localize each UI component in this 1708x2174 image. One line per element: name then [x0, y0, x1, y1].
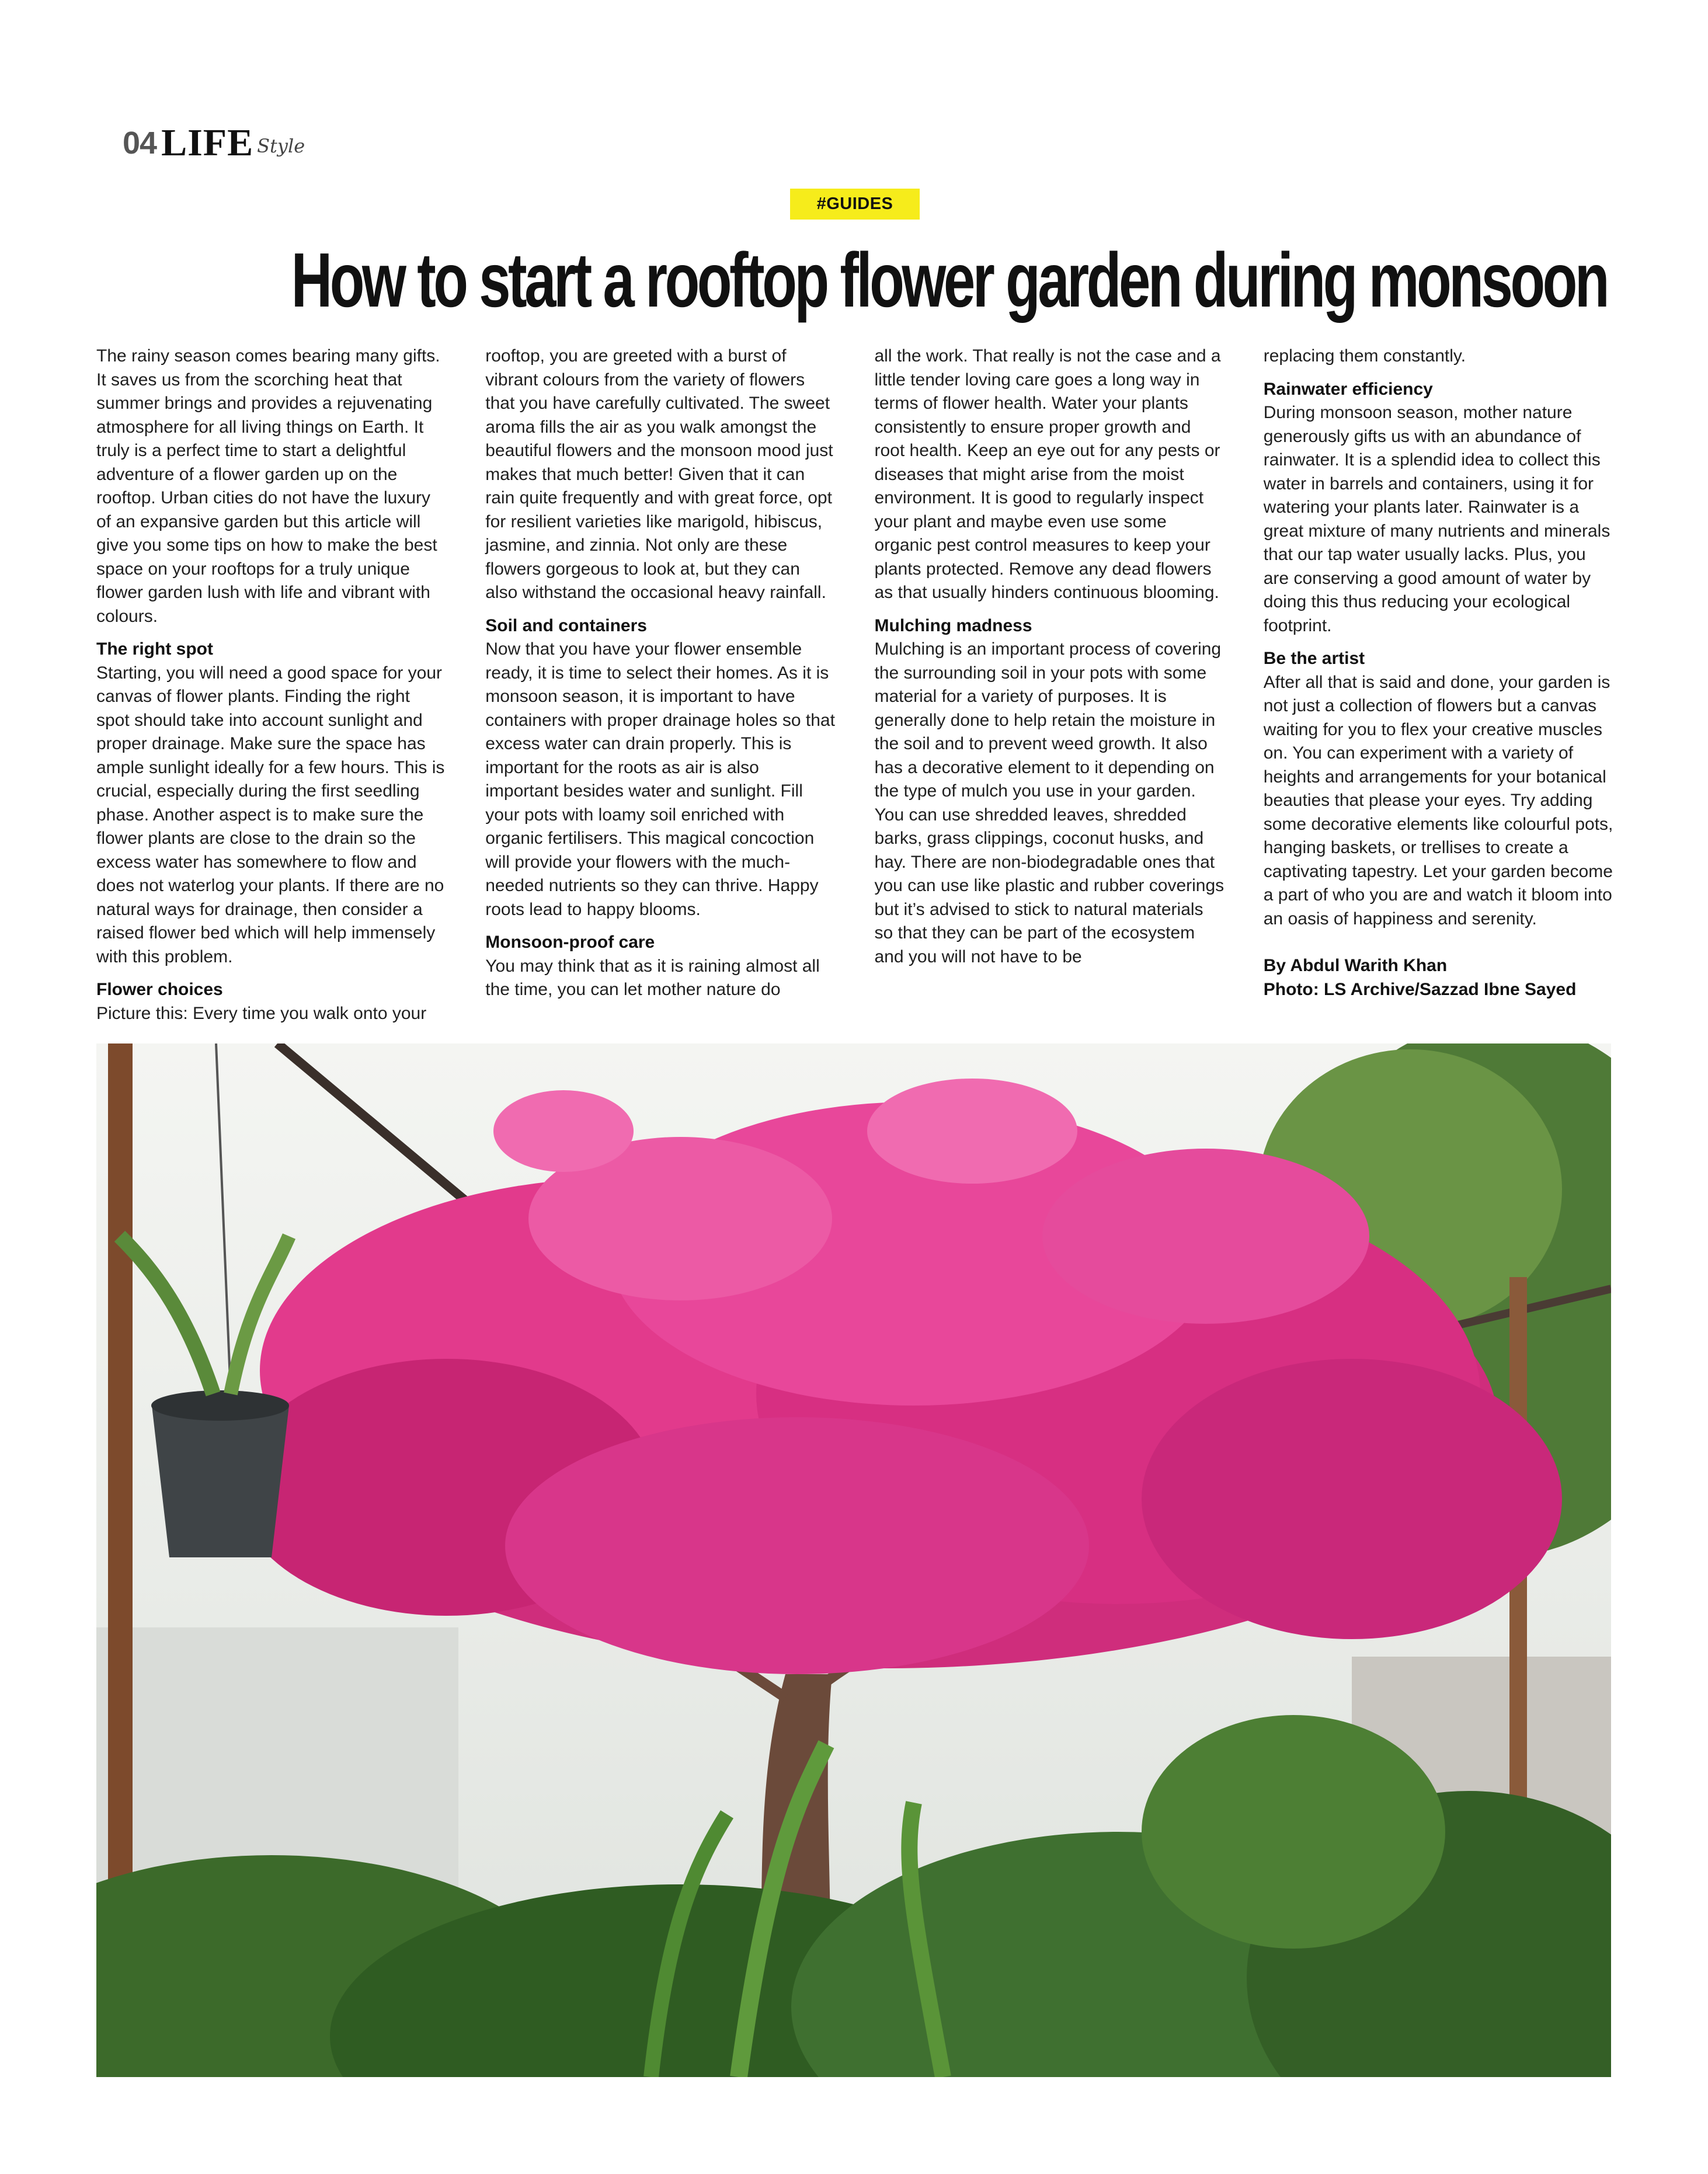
subhead-rainwater: Rainwater efficiency [1263, 379, 1433, 399]
rainwater-paragraph: During monsoon season, mother nature generously gifts us with an abundance of rainwater. It is a splendid idea to collect this water in barrels and containers, using it for watering your plants later. Rainwater is a great mixture of many nutrients and minerals that our tap water usually lacks. Plus, you are conserving a good amount of water by doing this thus reducing your ecological footprint. [1263, 403, 1610, 635]
photo-credit: Photo: LS Archive/Sazzad Ibne Sayed [1263, 979, 1577, 999]
hanging-pot [152, 1406, 289, 1557]
flower-choices-paragraph-cont: rooftop, you are greeted with a burst of vibrant colours from the variety of flowers that you have carefully cultivated. The sweet aroma fills the air as you walk amongst the beautiful flowers and the monsoon mood just makes that much better! Given that it can rain quite frequently and with great force, opt for resilient varieties like marigold, hibiscus, jasmine, and zinnia. Not only are these flowers gorgeous to look at, but they can also withstand the occasional heavy rainfall. [485, 346, 833, 602]
category-tag: #GUIDES [790, 189, 920, 220]
intro-paragraph: The rainy season comes bearing many gifts. It saves us from the scorching heat that summer brings and provides a rejuvenating atmosphere for all living things on Earth. It truly is a perfect time to start a delightful adventure of a flower garden up on the rooftop. Urban cities do not have the luxury of an expansive garden but this article will give you some tips on how to make the best space on your rooftops for a truly unique flower garden lush with life and vibrant with colours. [96, 346, 440, 626]
bougainvillea-photo [96, 1043, 1611, 2077]
column-4 [1264, 345, 1615, 1025]
column-2 [485, 345, 836, 1025]
subhead-care: Monsoon-proof care [485, 933, 655, 952]
photo-illustration [96, 1043, 1611, 2077]
care-paragraph-cont: all the work. That really is not the case and a little tender loving care goes a long way in terms of flower health. Water your plants consistently to ensure proper growth and root health. Keep an eye out for any pests or diseases that might arise from the moist environment. It is good to regularly inspect your plant and maybe even use some organic pest control measures to keep your plants protected. Remove any dead flowers as that usually hinders continuous blooming. [874, 346, 1221, 602]
page-folio [123, 123, 305, 164]
article-body [96, 345, 1615, 1022]
subhead-artist: Be the artist [1263, 649, 1365, 668]
section-logo-sub: Style [257, 135, 305, 157]
column-1 [96, 345, 447, 1025]
care-paragraph-start: You may think that as it is raining almost all the time, you can let mother nature do [485, 956, 820, 999]
article-headline: How to start a rooftop flower garden during monsoon [291, 237, 1608, 323]
mulching-paragraph-2-cont: replacing them constantly. [1263, 346, 1466, 366]
subhead-mulching: Mulching madness [874, 615, 1032, 635]
subhead-flower-choices: Flower choices [96, 980, 223, 999]
mulching-paragraph-2-start: You can use shredded leaves, shredded barks, grass clippings, coconut husks, and hay. There are non-biodegradable ones that you can use like plastic and rubber coverings but it’s advised to stick to natural materials so that they can be part of the ecosystem and you will not have to be [874, 805, 1225, 966]
mulching-paragraph-1: Mulching is an important process of covering the surrounding soil in your pots with some material for a variety of purposes. It is generally done to help retain the moisture in the soil and to prevent weed growth. It also has a decorative element to it depending on the type of mulch you use in your garden. [874, 639, 1222, 801]
byline: By Abdul Warith Khan [1263, 956, 1448, 975]
subhead-soil: Soil and containers [485, 615, 647, 635]
section-logo: LIFE [161, 121, 254, 164]
flower-choices-paragraph-start: Picture this: Every time you walk onto your [96, 1003, 427, 1023]
credits [1264, 954, 1615, 1001]
right-spot-paragraph: Starting, you will need a good space for your canvas of flower plants. Finding the right spot should take into account sunlight and proper drainage. Make sure the space has ample sunlight ideally for a few hours. This is crucial, especially during the first seedling phase. Another aspect is to make sure the flower plants are close to the drain so the excess water has somewhere to flow and does not waterlog your plants. If there are no natural ways for drainage, then consider a raised flower bed which will help immensely with this problem. [96, 663, 445, 966]
soil-paragraph: Now that you have your flower ensemble ready, it is time to select their homes. As it is monsoon season, it is important to have containers with proper drainage holes so that excess water can drain properly. This is important for the roots as air is also important besides water and sunlight. Fill your pots with loamy soil enriched with organic fertilisers. This magical concoction will provide your flowers with the much-needed nutrients so they can thrive. Happy roots lead to happy blooms. [485, 639, 835, 919]
subhead-right-spot: The right spot [96, 639, 213, 659]
column-3 [875, 345, 1226, 1025]
artist-paragraph: After all that is said and done, your garden is not just a collection of flowers but a canvas waiting for you to flex your creative muscles on. You can experiment with a variety of heights and arrangements for your botanical beauties that please your eyes. Try adding some decorative elements like colourful pots, hanging baskets, or trellises to create a captivating tapestry. Let your garden become a part of who you are and watch it bloom into an oasis of happiness and serenity. [1263, 672, 1613, 928]
page-number: 04 [123, 126, 157, 161]
